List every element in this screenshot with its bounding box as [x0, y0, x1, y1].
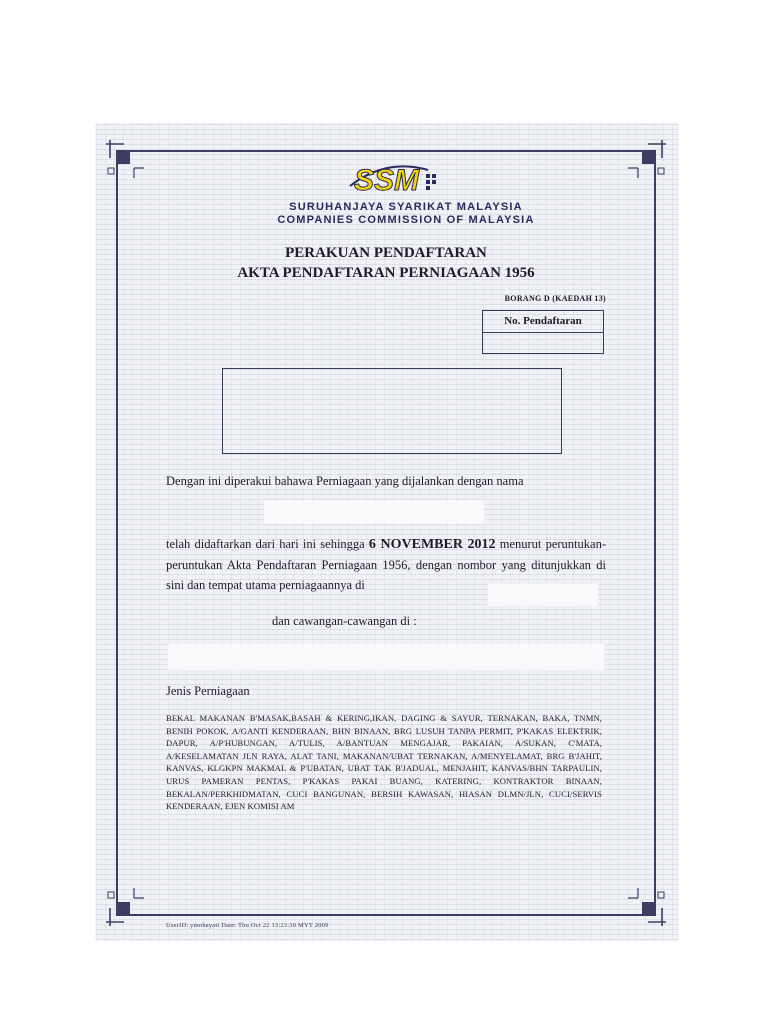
registration-number-box: [482, 310, 604, 354]
certification-intro: Dengan ini diperakui bahawa Perniagaan yang dijalankan dengan nama: [166, 474, 524, 488]
corner-ornament-icon: [104, 138, 146, 180]
corner-ornament-icon: [626, 138, 668, 180]
user-stamp: UserID: ymohayati Date: Thu Oct 22 13:23:30 MYT 2009: [166, 922, 329, 929]
redacted-branches: [168, 644, 604, 670]
expiry-date: 6 NOVEMBER 2012: [368, 537, 496, 552]
certificate-title: PERAKUAN PENDAFTARAN: [285, 245, 487, 261]
corner-ornament-icon: [626, 886, 668, 928]
statement-prefix: telah didaftarkan dari hari ini sehingga: [166, 537, 369, 551]
corner-ornament-icon: [104, 886, 146, 928]
form-reference: BORANG D (KAEDAH 13): [504, 294, 606, 303]
branches-label: dan cawangan-cawangan di :: [272, 614, 417, 628]
frame-left-border: [116, 152, 118, 914]
business-type-label: Jenis Perniagaan: [166, 684, 250, 698]
redacted-business-name: [264, 500, 484, 524]
frame-bottom-border: [118, 914, 656, 916]
business-name-box: [222, 368, 562, 454]
registration-number-label: No. Pendaftaran: [483, 311, 603, 333]
business-type-list: BEKAL MAKANAN B'MASAK,BASAH & KERING,IKAN, DAGING & SAYUR, TERNAKAN, BAKA, TNMN, BENIH POKOK, A/GANTI KENDERAAN, BHN BINAAN, BRG LUSUH TANPA PERMIT, P'KAKAS ELEKTRIK, DAPUR, A/P'HUBUNGAN, A/TULIS, A/BANTUAN MENGAJAR, PAKAIAN, A/SUKAN, C'MATA, A/KESELAMATAN JLN RAYA, ALAT TANI, MAKANAN/UBAT TERNAKAN, A/MENYELAMAT, BRG B'JAHIT, KANVAS, KLGKPN MAKMAL & P'UBATAN, UBAT TAK B'JADUAL, MENJAHIT, KANVAS/BHN TARPAULIN, URUS PAMERAN PENTAS, P'KAKAS PAKAI BUANG, KATERING, KONTRAKTOR BINAAN, BEKALAN/PERKHIDMATAN, CUCI BANGUNAN, BERSIH KAWASAN, HIASAN DLMN/JLN, CUCI/SERVIS KENDERAAN, EJEN KOMISI AM: [166, 713, 602, 812]
frame-right-border: [654, 152, 656, 914]
org-name-english: COMPANIES COMMISSION OF MALAYSIA: [277, 214, 535, 226]
redacted-main-address: [488, 584, 598, 606]
ssm-logo-icon: [346, 156, 442, 200]
statement-suffix: menurut peruntukan-peruntukan Akta Pendaftaran Perniagaan 1956, dengan nombor yang ditunjukkan di sini dan tempat utama perniagaannya di: [166, 537, 606, 592]
certificate-act-title: AKTA PENDAFTARAN PERNIAGAAN 1956: [237, 265, 535, 281]
logo-wordmark: SSM: [354, 164, 420, 197]
certificate-sheet: [96, 124, 678, 940]
org-name-malay: SURUHANJAYA SYARIKAT MALAYSIA: [289, 201, 523, 213]
frame-top-border: [118, 150, 656, 152]
